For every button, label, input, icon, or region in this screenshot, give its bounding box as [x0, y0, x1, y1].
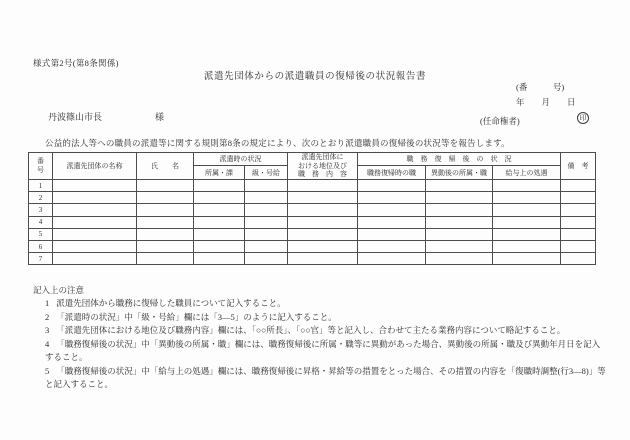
empty-cell	[53, 253, 137, 265]
note-number: 1	[45, 298, 50, 308]
note-text: 「職務復帰後の状況」中「異動後の所属・職」欄には、職務復帰後に所属・職等に異動があった場合、異動後の所属・職及び異動年月日を記入すること。	[45, 338, 601, 362]
empty-cell	[53, 192, 137, 204]
empty-cell	[358, 216, 426, 228]
note-text: 「派遣先団体における地位及び職務内容」欄には、「○○所長」、「○○官」等と記入し、合わせて主たる業務内容について略記すること。	[56, 325, 566, 335]
intro-sentence: 公益的法人等への職員の派遣等に関する規則第8条の規定により、次のとおり派遣職員の復帰後の状況等を報告します。	[45, 138, 510, 148]
table-row	[29, 253, 596, 265]
empty-cell	[426, 228, 493, 240]
col-header-after-return-status: 職 務 復 帰 後 の 状 況	[358, 153, 561, 166]
empty-cell	[288, 253, 358, 265]
empty-cell	[53, 180, 137, 192]
empty-cell	[288, 228, 358, 240]
empty-cell	[493, 216, 561, 228]
table-row	[29, 180, 596, 192]
empty-cell	[426, 240, 493, 252]
empty-cell	[426, 253, 493, 265]
empty-cell	[137, 240, 194, 252]
note-item-5	[45, 365, 607, 392]
empty-cell	[53, 240, 137, 252]
empty-cell	[194, 216, 245, 228]
addressee-honorific: 様	[155, 112, 165, 122]
note-number: 3	[45, 325, 50, 335]
empty-cell	[137, 204, 194, 216]
col-header-salary-treatment: 給与上の処遇	[493, 166, 561, 180]
empty-cell	[245, 192, 288, 204]
empty-cell	[493, 180, 561, 192]
empty-cell	[137, 228, 194, 240]
col-header-affiliation: 所属・課	[194, 166, 245, 180]
empty-cell	[288, 216, 358, 228]
empty-cell	[245, 240, 288, 252]
table-row	[29, 204, 596, 216]
document-number-placeholder: (番 号)	[516, 82, 565, 92]
note-number: 5	[45, 365, 50, 376]
empty-cell	[137, 180, 194, 192]
empty-cell	[53, 204, 137, 216]
empty-cell	[426, 216, 493, 228]
empty-cell	[358, 180, 426, 192]
note-item-3	[45, 324, 607, 338]
note-item-4	[45, 338, 607, 365]
empty-cell	[358, 240, 426, 252]
note-text: 「職務復帰後の状況」中「給与上の処遇」欄には、職務復帰後に昇格・昇給等の措置をとった場合、その措置の内容を「復職時調整(行3―8)」等と記入すること。	[45, 365, 606, 389]
row-number: 2	[29, 192, 53, 204]
note-item-2	[45, 311, 607, 325]
empty-cell	[137, 253, 194, 265]
note-text: 派遣先団体から職務に復帰した職員について記入すること。	[56, 298, 286, 308]
empty-cell	[194, 204, 245, 216]
note-item-1	[45, 297, 607, 311]
row-number: 1	[29, 180, 53, 192]
empty-cell	[288, 204, 358, 216]
table-row	[29, 240, 596, 252]
empty-cell	[561, 240, 596, 252]
col-header-post-after-transfer: 異動後の所属・職	[426, 166, 493, 180]
table-row	[29, 192, 596, 204]
empty-cell	[53, 216, 137, 228]
empty-cell	[493, 204, 561, 216]
empty-cell	[426, 192, 493, 204]
empty-cell	[358, 253, 426, 265]
empty-cell	[245, 253, 288, 265]
empty-cell	[288, 180, 358, 192]
empty-cell	[358, 204, 426, 216]
empty-cell	[245, 228, 288, 240]
empty-cell	[194, 192, 245, 204]
col-header-grade: 級・号給	[245, 166, 288, 180]
row-number: 5	[29, 228, 53, 240]
empty-cell	[493, 240, 561, 252]
table-row	[29, 228, 596, 240]
col-header-person-name: 氏 名	[137, 153, 194, 180]
empty-cell	[53, 228, 137, 240]
report-table	[28, 152, 596, 265]
empty-cell	[493, 192, 561, 204]
empty-cell	[358, 192, 426, 204]
empty-cell	[561, 204, 596, 216]
row-number: 3	[29, 204, 53, 216]
date-placeholder: 年 月 日	[516, 97, 576, 107]
col-header-post-at-return: 職務復帰時の職	[358, 166, 426, 180]
empty-cell	[194, 228, 245, 240]
empty-cell	[493, 253, 561, 265]
row-number: 7	[29, 253, 53, 265]
page-title: 派遣先団体からの派遣職員の復帰後の状況報告書	[203, 72, 427, 82]
notes-section	[33, 283, 607, 392]
empty-cell	[561, 253, 596, 265]
table-row	[29, 216, 596, 228]
col-header-position: 派遣先団体に おける地位及び 職 務 内 容	[288, 153, 358, 180]
empty-cell	[194, 240, 245, 252]
empty-cell	[561, 192, 596, 204]
notes-heading: 記入上の注意	[33, 285, 85, 295]
empty-cell	[245, 216, 288, 228]
col-header-remarks: 備 考	[561, 153, 596, 180]
empty-cell	[137, 192, 194, 204]
note-text: 「派遣時の状況」中「級・号給」欄には「3―5」のように記入すること。	[56, 311, 337, 322]
empty-cell	[561, 216, 596, 228]
empty-cell	[561, 228, 596, 240]
empty-cell	[358, 228, 426, 240]
empty-cell	[426, 180, 493, 192]
empty-cell	[288, 192, 358, 204]
empty-cell	[288, 240, 358, 252]
form-number: 様式第2号(第8条関係)	[33, 58, 119, 68]
appointer-label: (任命権者)	[480, 116, 520, 126]
empty-cell	[194, 180, 245, 192]
row-number: 6	[29, 240, 53, 252]
col-header-number: 番号	[29, 153, 53, 180]
empty-cell	[137, 216, 194, 228]
empty-cell	[245, 180, 288, 192]
empty-cell	[245, 204, 288, 216]
note-number: 4	[45, 338, 50, 349]
seal-mark-icon: 印	[577, 112, 589, 124]
col-header-dispatch-status: 派遣時の状況	[194, 153, 288, 166]
addressee: 丹波篠山市長	[48, 112, 103, 122]
note-number: 2	[45, 311, 50, 322]
row-number: 4	[29, 216, 53, 228]
col-header-org-name: 派遣先団体の名称	[53, 153, 137, 180]
empty-cell	[426, 204, 493, 216]
empty-cell	[561, 180, 596, 192]
empty-cell	[194, 253, 245, 265]
empty-cell	[493, 228, 561, 240]
